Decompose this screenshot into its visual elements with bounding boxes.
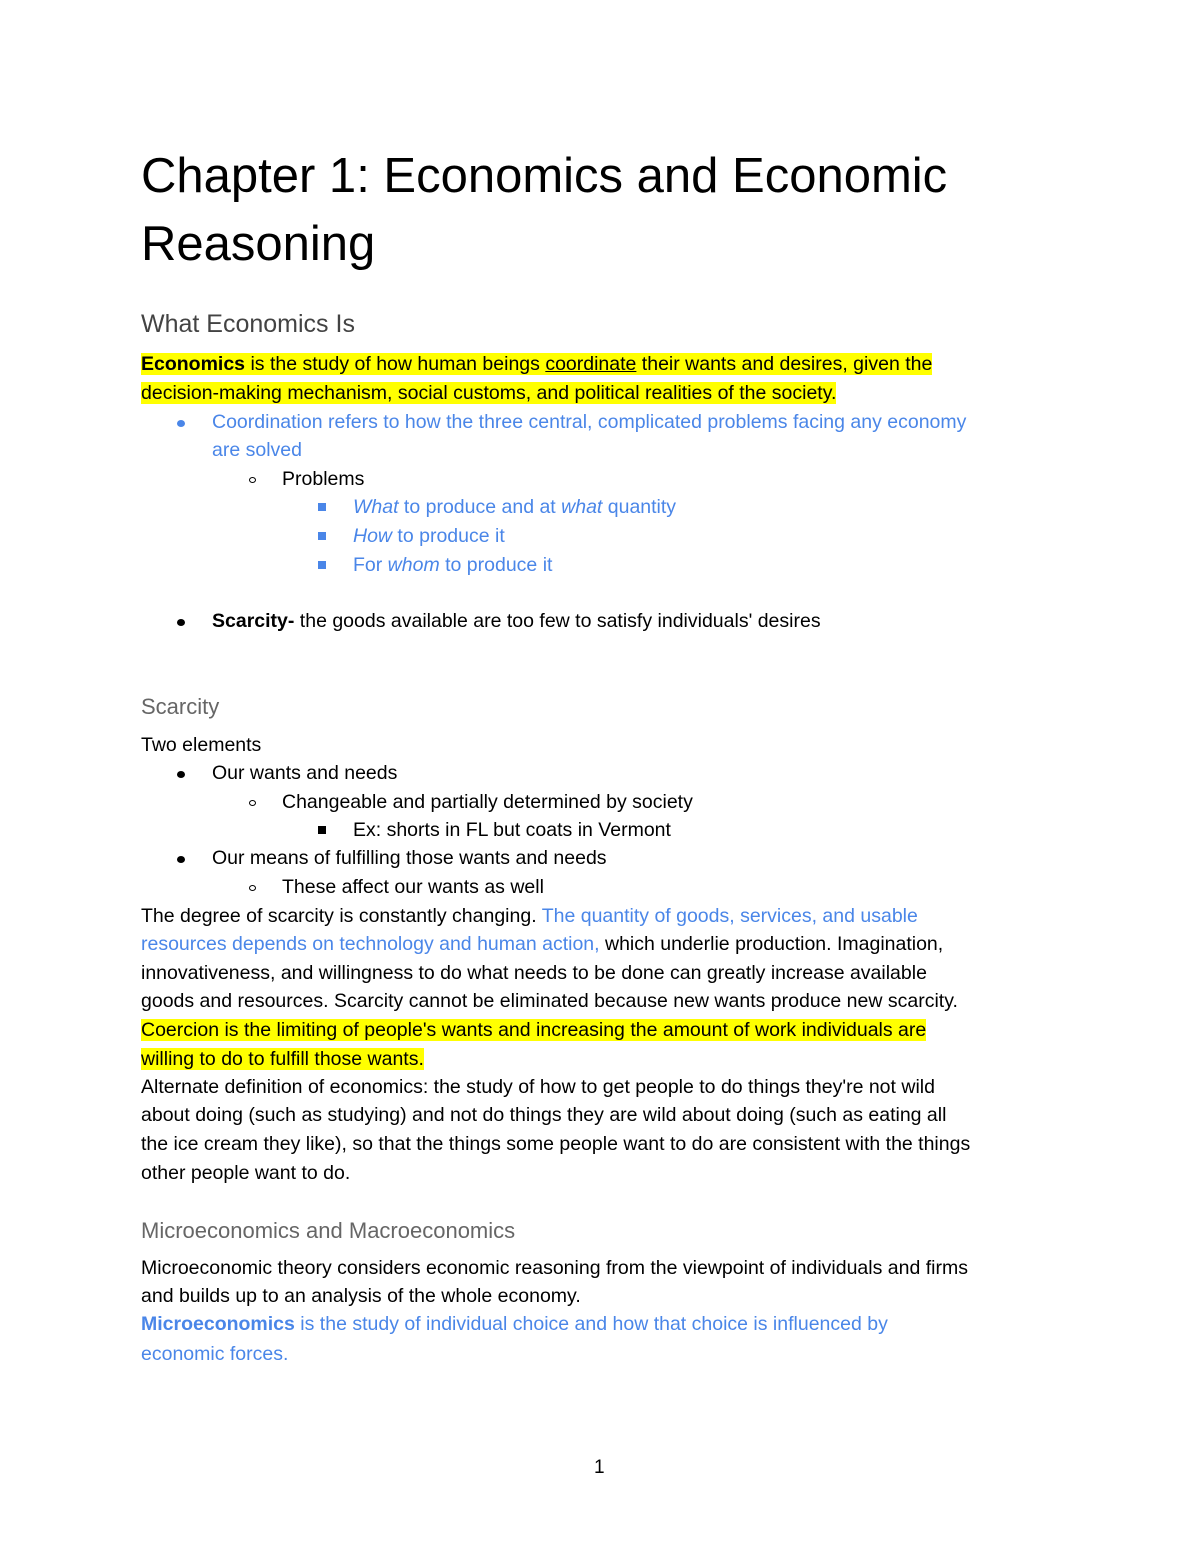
problem-text: to produce and at bbox=[398, 496, 562, 518]
bullet-circle-icon bbox=[249, 885, 256, 891]
alternate-definition-line-4: other people want to do. bbox=[141, 1162, 351, 1184]
section-heading-what-economics-is: What Economics Is bbox=[141, 310, 355, 338]
problem-for-whom bbox=[353, 551, 552, 580]
bullet-disc-icon bbox=[177, 856, 185, 863]
coordination-line-2: are solved bbox=[212, 439, 302, 461]
scarcity-paragraph-line-3: innovativeness, and willingness to do what needs to be done can greatly increase available bbox=[141, 962, 927, 984]
scarcity-paragraph-line-1 bbox=[141, 902, 918, 931]
alternate-definition-line-3: the ice cream they like), so that the things some people want to do are consistent with the things bbox=[141, 1133, 971, 1155]
microeconomics-definition-line-2: economic forces. bbox=[141, 1343, 289, 1365]
bullet-disc-icon bbox=[177, 619, 185, 626]
bullet-disc-icon bbox=[177, 420, 185, 427]
element-wants-example: Ex: shorts in FL but coats in Vermont bbox=[353, 819, 671, 841]
paragraph-text: The quantity of goods, services, and usable bbox=[541, 905, 918, 927]
coercion-text: willing to do to fulfill those wants. bbox=[141, 1048, 424, 1070]
paragraph-text: resources depends on technology and human action, bbox=[141, 933, 600, 955]
page-number: 1 bbox=[594, 1457, 605, 1478]
problem-text: to produce it bbox=[439, 554, 553, 576]
two-elements-intro: Two elements bbox=[141, 734, 262, 756]
element-means-sub: These affect our wants as well bbox=[282, 876, 544, 898]
section-heading-scarcity: Scarcity bbox=[141, 694, 220, 719]
scarcity-paragraph-line-2 bbox=[141, 930, 943, 959]
coercion-line-2 bbox=[141, 1045, 424, 1074]
problem-text: whom bbox=[387, 554, 440, 576]
microeconomic-theory-line-1: Microeconomic theory considers economic reasoning from the viewpoint of individuals and firms bbox=[141, 1257, 968, 1279]
alternate-definition-line-1: Alternate definition of economics: the study of how to get people to do things they're not wild bbox=[141, 1076, 935, 1098]
element-means: Our means of fulfilling those wants and needs bbox=[212, 847, 607, 869]
bullet-circle-icon bbox=[249, 800, 256, 806]
paragraph-text: The degree of scarcity is constantly changing. bbox=[141, 905, 542, 927]
problem-text: quantity bbox=[602, 496, 677, 518]
problem-what bbox=[353, 493, 676, 522]
coordination-line-1: Coordination refers to how the three central, complicated problems facing any economy bbox=[212, 411, 967, 433]
element-wants-needs: Our wants and needs bbox=[212, 762, 398, 784]
alternate-definition-line-2: about doing (such as studying) and not do things they are wild about doing (such as eating all bbox=[141, 1104, 947, 1126]
bullet-disc-icon bbox=[177, 771, 185, 778]
economics-term: Economics bbox=[141, 353, 246, 375]
problem-text: How bbox=[353, 525, 393, 547]
definition-text: their wants and desires, given the bbox=[636, 353, 933, 375]
section-heading-micro-macro: Microeconomics and Macroeconomics bbox=[141, 1218, 516, 1243]
economics-definition-line-2 bbox=[141, 379, 836, 408]
bullet-square-icon bbox=[318, 532, 326, 540]
coercion-line-1 bbox=[141, 1016, 926, 1045]
bullet-square-icon bbox=[318, 503, 326, 511]
scarcity-text: the goods available are too few to satisfy individuals' desires bbox=[294, 610, 821, 632]
definition-text: is the study of how human beings bbox=[245, 353, 546, 375]
bullet-circle-icon bbox=[249, 477, 256, 483]
bullet-square-icon bbox=[318, 826, 326, 834]
economics-definition-line-1 bbox=[141, 350, 932, 379]
coordinate-underlined: coordinate bbox=[545, 353, 637, 375]
scarcity-paragraph-line-4: goods and resources. Scarcity cannot be eliminated because new wants produce new scarcity. bbox=[141, 990, 958, 1012]
microeconomics-text: is the study of individual choice and how that choice is influenced by bbox=[294, 1313, 888, 1335]
scarcity-definition bbox=[212, 607, 821, 636]
coercion-text: Coercion is the limiting of people's wants and increasing the amount of work individuals are bbox=[141, 1019, 927, 1041]
microeconomic-theory-line-2: and builds up to an analysis of the whole economy. bbox=[141, 1285, 581, 1307]
problems-label: Problems bbox=[282, 468, 365, 490]
problem-text: What bbox=[353, 496, 399, 518]
problem-how bbox=[353, 522, 505, 551]
bullet-square-icon bbox=[318, 561, 326, 569]
problem-text: to produce it bbox=[392, 525, 505, 547]
problem-text: what bbox=[561, 496, 603, 518]
page-title: Chapter 1: Economics and Economic Reasoning bbox=[141, 149, 948, 271]
element-wants-sub: Changeable and partially determined by society bbox=[282, 791, 693, 813]
microeconomics-term: Microeconomics bbox=[141, 1313, 295, 1335]
paragraph-text: which underlie production. Imagination, bbox=[599, 933, 944, 955]
problem-text: For bbox=[353, 554, 388, 576]
scarcity-term: Scarcity- bbox=[212, 610, 295, 632]
definition-text: decision-making mechanism, social customs, and political realities of the society. bbox=[141, 382, 837, 404]
microeconomics-definition-line-1 bbox=[141, 1310, 888, 1339]
